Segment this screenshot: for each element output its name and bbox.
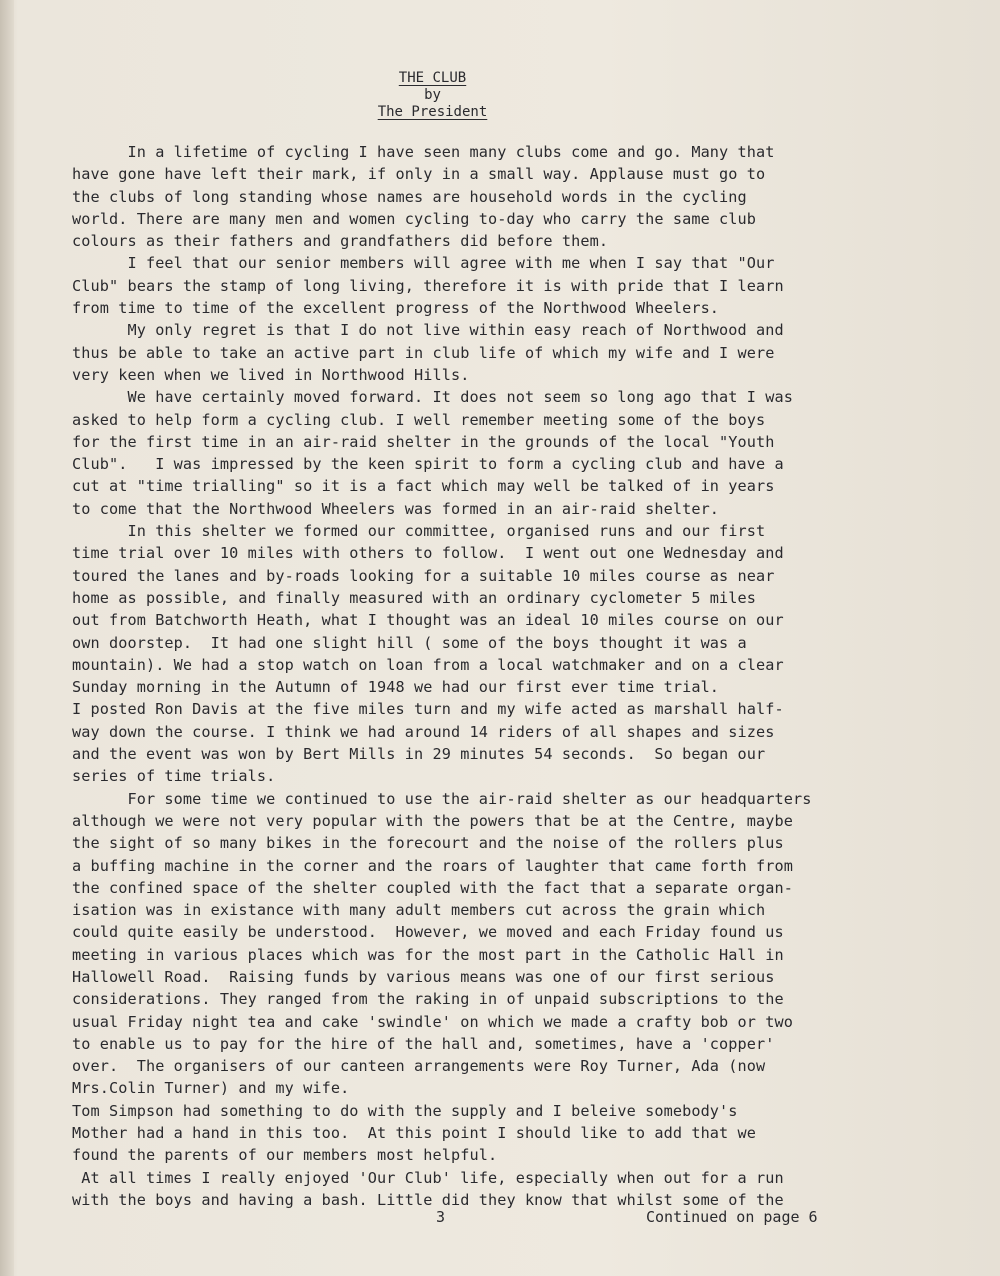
body-line: Mrs.Colin Turner) and my wife. bbox=[72, 1079, 350, 1098]
page-number: 3 bbox=[436, 1208, 446, 1226]
body-line: series of time trials. bbox=[72, 767, 276, 786]
body-line: with the boys and having a bash. Little did they know that whilst some of the bbox=[72, 1190, 784, 1209]
body-line: a buffing machine in the corner and the roars of laughter that came forth from bbox=[72, 856, 794, 875]
body-line: mountain). We had a stop watch on loan from a local watchmaker and on a clear bbox=[72, 655, 784, 674]
body-line: to come that the Northwood Wheelers was formed in an air-raid shelter. bbox=[72, 499, 720, 518]
body-line: At all times I really enjoyed 'Our Club' life, especially when out for a run bbox=[72, 1168, 784, 1187]
body-line: own doorstep. It had one slight hill ( some of the boys thought it was a bbox=[72, 633, 747, 652]
body-line: over. The organisers of our canteen arrangements were Roy Turner, Ada (now bbox=[72, 1057, 766, 1076]
continued-note: Continued on page 6 bbox=[646, 1208, 818, 1226]
body-line: isation was in existance with many adult members cut across the grain which bbox=[72, 901, 766, 920]
body-line: out from Batchworth Heath, what I thought was an ideal 10 miles course on our bbox=[72, 611, 784, 630]
body-line: Club". I was impressed by the keen spirit to form a cycling club and have a bbox=[72, 455, 784, 474]
body-line: from time to time of the excellent progress of the Northwood Wheelers. bbox=[72, 299, 720, 318]
body-line: In a lifetime of cycling I have seen many clubs come and go. Many that bbox=[72, 143, 775, 161]
body-line: I posted Ron Davis at the five miles turn and my wife acted as marshall half- bbox=[72, 700, 784, 719]
body-line: Club" bears the stamp of long living, therefore it is with pride that I learn bbox=[72, 276, 784, 295]
body-line: world. There are many men and women cycling to-day who carry the same club bbox=[72, 209, 757, 228]
body-line: thus be able to take an active part in club life of which my wife and I were bbox=[72, 343, 775, 362]
body-line: In this shelter we formed our committee, organised runs and our first bbox=[72, 522, 766, 541]
byline-author: The President bbox=[377, 104, 488, 120]
body-line: asked to help form a cycling club. I well remember meeting some of the boys bbox=[72, 410, 766, 429]
body-line: considerations. They ranged from the raking in of unpaid subscriptions to the bbox=[72, 990, 784, 1009]
body-line: For some time we continued to use the air-raid shelter as our headquarters bbox=[72, 789, 812, 808]
body-line: very keen when we lived in Northwood Hills. bbox=[72, 365, 470, 384]
body-line: cut at "time trialling" so it is a fact which may well be talked of in years bbox=[72, 477, 775, 496]
article-body bbox=[72, 141, 952, 1211]
body-line: the clubs of long standing whose names are household words in the cycling bbox=[72, 187, 747, 206]
body-line: We have certainly moved forward. It does not seem so long ago that I was bbox=[72, 388, 794, 407]
body-line: although we were not very popular with the powers that be at the Centre, maybe bbox=[72, 811, 794, 830]
body-line: usual Friday night tea and cake 'swindle' on which we made a crafty bob or two bbox=[72, 1012, 794, 1031]
body-line: the confined space of the shelter coupled with the fact that a separate organ- bbox=[72, 878, 794, 897]
body-line: My only regret is that I do not live within easy reach of Northwood and bbox=[72, 321, 784, 340]
article-header bbox=[340, 70, 525, 121]
body-line: meeting in various places which was for the most part in the Catholic Hall in bbox=[72, 945, 784, 964]
body-line: for the first time in an air-raid shelter in the grounds of the local "Youth bbox=[72, 432, 775, 451]
body-line: Sunday morning in the Autumn of 1948 we had our first ever time trial. bbox=[72, 678, 720, 697]
body-line: the sight of so many bikes in the forecourt and the noise of the rollers plus bbox=[72, 834, 784, 853]
byline-by: by bbox=[424, 87, 441, 103]
body-line: to enable us to pay for the hire of the hall and, sometimes, have a 'copper' bbox=[72, 1034, 775, 1053]
body-line: and the event was won by Bert Mills in 29 minutes 54 seconds. So began our bbox=[72, 745, 766, 764]
body-line: colours as their fathers and grandfathers did before them. bbox=[72, 232, 609, 251]
body-line: Tom Simpson had something to do with the supply and I beleive somebody's bbox=[72, 1101, 738, 1120]
body-line: have gone have left their mark, if only in a small way. Applause must go to bbox=[72, 165, 766, 184]
body-line: could quite easily be understood. However, we moved and each Friday found us bbox=[72, 923, 784, 942]
body-line: found the parents of our members most helpful. bbox=[72, 1146, 498, 1165]
body-line: toured the lanes and by-roads looking for a suitable 10 miles course as near bbox=[72, 566, 775, 585]
body-line: time trial over 10 miles with others to follow. I went out one Wednesday and bbox=[72, 544, 784, 563]
page-spine-shadow bbox=[0, 0, 14, 1276]
body-line: home as possible, and finally measured with an ordinary cyclometer 5 miles bbox=[72, 588, 757, 607]
body-line: Hallowell Road. Raising funds by various means was one of our first serious bbox=[72, 967, 775, 986]
article-title: THE CLUB bbox=[398, 70, 467, 86]
body-line: I feel that our senior members will agree with me when I say that "Our bbox=[72, 254, 775, 273]
body-line: way down the course. I think we had around 14 riders of all shapes and sizes bbox=[72, 722, 775, 741]
body-line: Mother had a hand in this too. At this point I should like to add that we bbox=[72, 1124, 757, 1143]
